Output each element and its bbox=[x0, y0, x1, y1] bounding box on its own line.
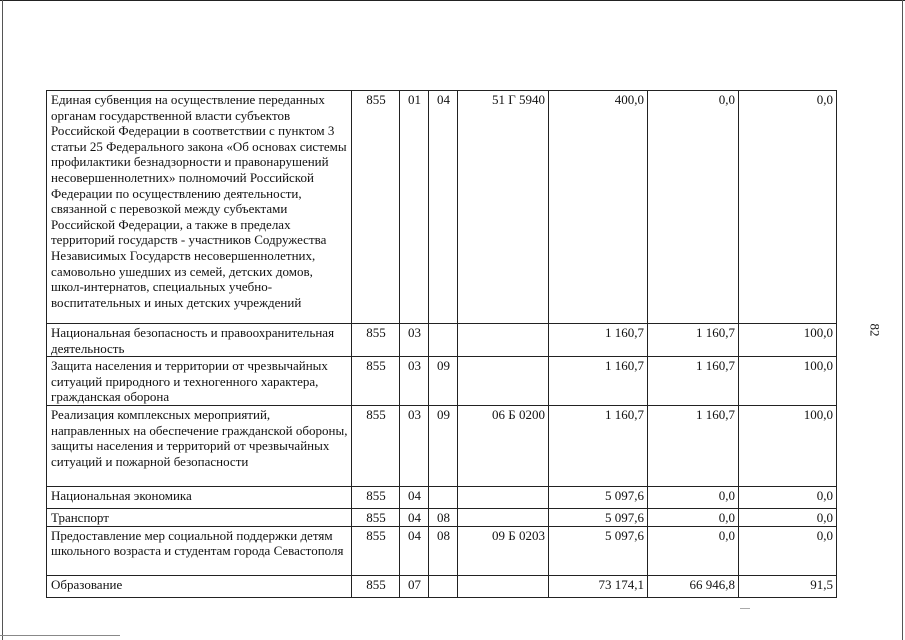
execution-percent: 91,5 bbox=[739, 575, 837, 597]
execution-percent: 100,0 bbox=[739, 357, 837, 406]
expense-name: Реализация комплексных мероприятий, направленных на обеспечение гражданской обороны, защиты населения и территорий от чрезвычайных ситуаций и пожарной безопасности bbox=[47, 406, 352, 487]
section-code: 04 bbox=[400, 526, 429, 575]
subsection-code bbox=[429, 324, 458, 357]
expense-name: Образование bbox=[47, 575, 352, 597]
section-code: 03 bbox=[400, 324, 429, 357]
executed-amount: 1 160,7 bbox=[648, 324, 739, 357]
table-row bbox=[47, 406, 837, 487]
subsection-code: 08 bbox=[429, 509, 458, 527]
subsection-code: 09 bbox=[429, 357, 458, 406]
department-code: 855 bbox=[352, 324, 400, 357]
section-code: 04 bbox=[400, 487, 429, 509]
table-row bbox=[47, 91, 837, 324]
page-right-border bbox=[902, 0, 903, 640]
planned-amount: 1 160,7 bbox=[549, 357, 648, 406]
target-article-code: 06 Б 0200 bbox=[458, 406, 549, 487]
execution-percent: 0,0 bbox=[739, 91, 837, 324]
executed-amount: 1 160,7 bbox=[648, 406, 739, 487]
department-code: 855 bbox=[352, 406, 400, 487]
table-row bbox=[47, 509, 837, 527]
table-row bbox=[47, 526, 837, 575]
execution-percent: 100,0 bbox=[739, 324, 837, 357]
expense-name: Национальная экономика bbox=[47, 487, 352, 509]
target-article-code bbox=[458, 487, 549, 509]
department-code: 855 bbox=[352, 487, 400, 509]
executed-amount: 0,0 bbox=[648, 91, 739, 324]
subsection-code: 04 bbox=[429, 91, 458, 324]
department-code: 855 bbox=[352, 526, 400, 575]
target-article-code: 51 Г 5940 bbox=[458, 91, 549, 324]
section-code: 01 bbox=[400, 91, 429, 324]
department-code: 855 bbox=[352, 357, 400, 406]
table-row bbox=[47, 575, 837, 597]
planned-amount: 1 160,7 bbox=[549, 406, 648, 487]
expense-name: Защита населения и территории от чрезвычайных ситуаций природного и техногенного характера, гражданская оборона bbox=[47, 357, 352, 406]
planned-amount: 5 097,6 bbox=[549, 526, 648, 575]
department-code: 855 bbox=[352, 91, 400, 324]
target-article-code bbox=[458, 357, 549, 406]
subsection-code bbox=[429, 575, 458, 597]
scan-dash-mark bbox=[740, 608, 750, 609]
department-code: 855 bbox=[352, 509, 400, 527]
execution-percent: 0,0 bbox=[739, 526, 837, 575]
table-row bbox=[47, 324, 837, 357]
target-article-code bbox=[458, 575, 549, 597]
expense-name: Транспорт bbox=[47, 509, 352, 527]
executed-amount: 0,0 bbox=[648, 526, 739, 575]
subsection-code: 09 bbox=[429, 406, 458, 487]
page-left-border bbox=[2, 0, 3, 640]
planned-amount: 73 174,1 bbox=[549, 575, 648, 597]
expense-name: Единая субвенция на осуществление переданных органам государственной власти субъектов Российской Федерации в соответствии с пунктом 3 статьи 25 Федерального закона «Об основах системы профилактики безнадзорности и правонарушений несовершеннолетних» полномочий Российской Федерации по осуществлению деятельности, связанной с перевозкой между субъектами Российской Федерации, а также в пределах территорий государств - участников Содружества Независимых Государств несовершеннолетних, самовольно ушедших из семей, детских домов, школ-интернатов, специальных учебно-воспитательных и иных детских учреждений bbox=[47, 91, 352, 324]
executed-amount: 66 946,8 bbox=[648, 575, 739, 597]
planned-amount: 5 097,6 bbox=[549, 487, 648, 509]
target-article-code bbox=[458, 509, 549, 527]
executed-amount: 0,0 bbox=[648, 487, 739, 509]
table-row bbox=[47, 357, 837, 406]
budget-execution-table bbox=[46, 90, 837, 598]
planned-amount: 1 160,7 bbox=[549, 324, 648, 357]
section-code: 07 bbox=[400, 575, 429, 597]
execution-percent: 100,0 bbox=[739, 406, 837, 487]
execution-percent: 0,0 bbox=[739, 487, 837, 509]
planned-amount: 400,0 bbox=[549, 91, 648, 324]
page-top-border bbox=[0, 0, 905, 1]
planned-amount: 5 097,6 bbox=[549, 509, 648, 527]
target-article-code bbox=[458, 324, 549, 357]
executed-amount: 0,0 bbox=[648, 509, 739, 527]
scan-bottom-mark bbox=[0, 635, 120, 636]
target-article-code: 09 Б 0203 bbox=[458, 526, 549, 575]
subsection-code: 08 bbox=[429, 526, 458, 575]
section-code: 03 bbox=[400, 406, 429, 487]
section-code: 04 bbox=[400, 509, 429, 527]
department-code: 855 bbox=[352, 575, 400, 597]
execution-percent: 0,0 bbox=[739, 509, 837, 527]
expense-name: Предоставление мер социальной поддержки детям школьного возраста и студентам города Севастополя bbox=[47, 526, 352, 575]
table-row bbox=[47, 487, 837, 509]
expense-name: Национальная безопасность и правоохранительная деятельность bbox=[47, 324, 352, 357]
executed-amount: 1 160,7 bbox=[648, 357, 739, 406]
section-code: 03 bbox=[400, 357, 429, 406]
subsection-code bbox=[429, 487, 458, 509]
page-number: 82 bbox=[867, 323, 883, 337]
